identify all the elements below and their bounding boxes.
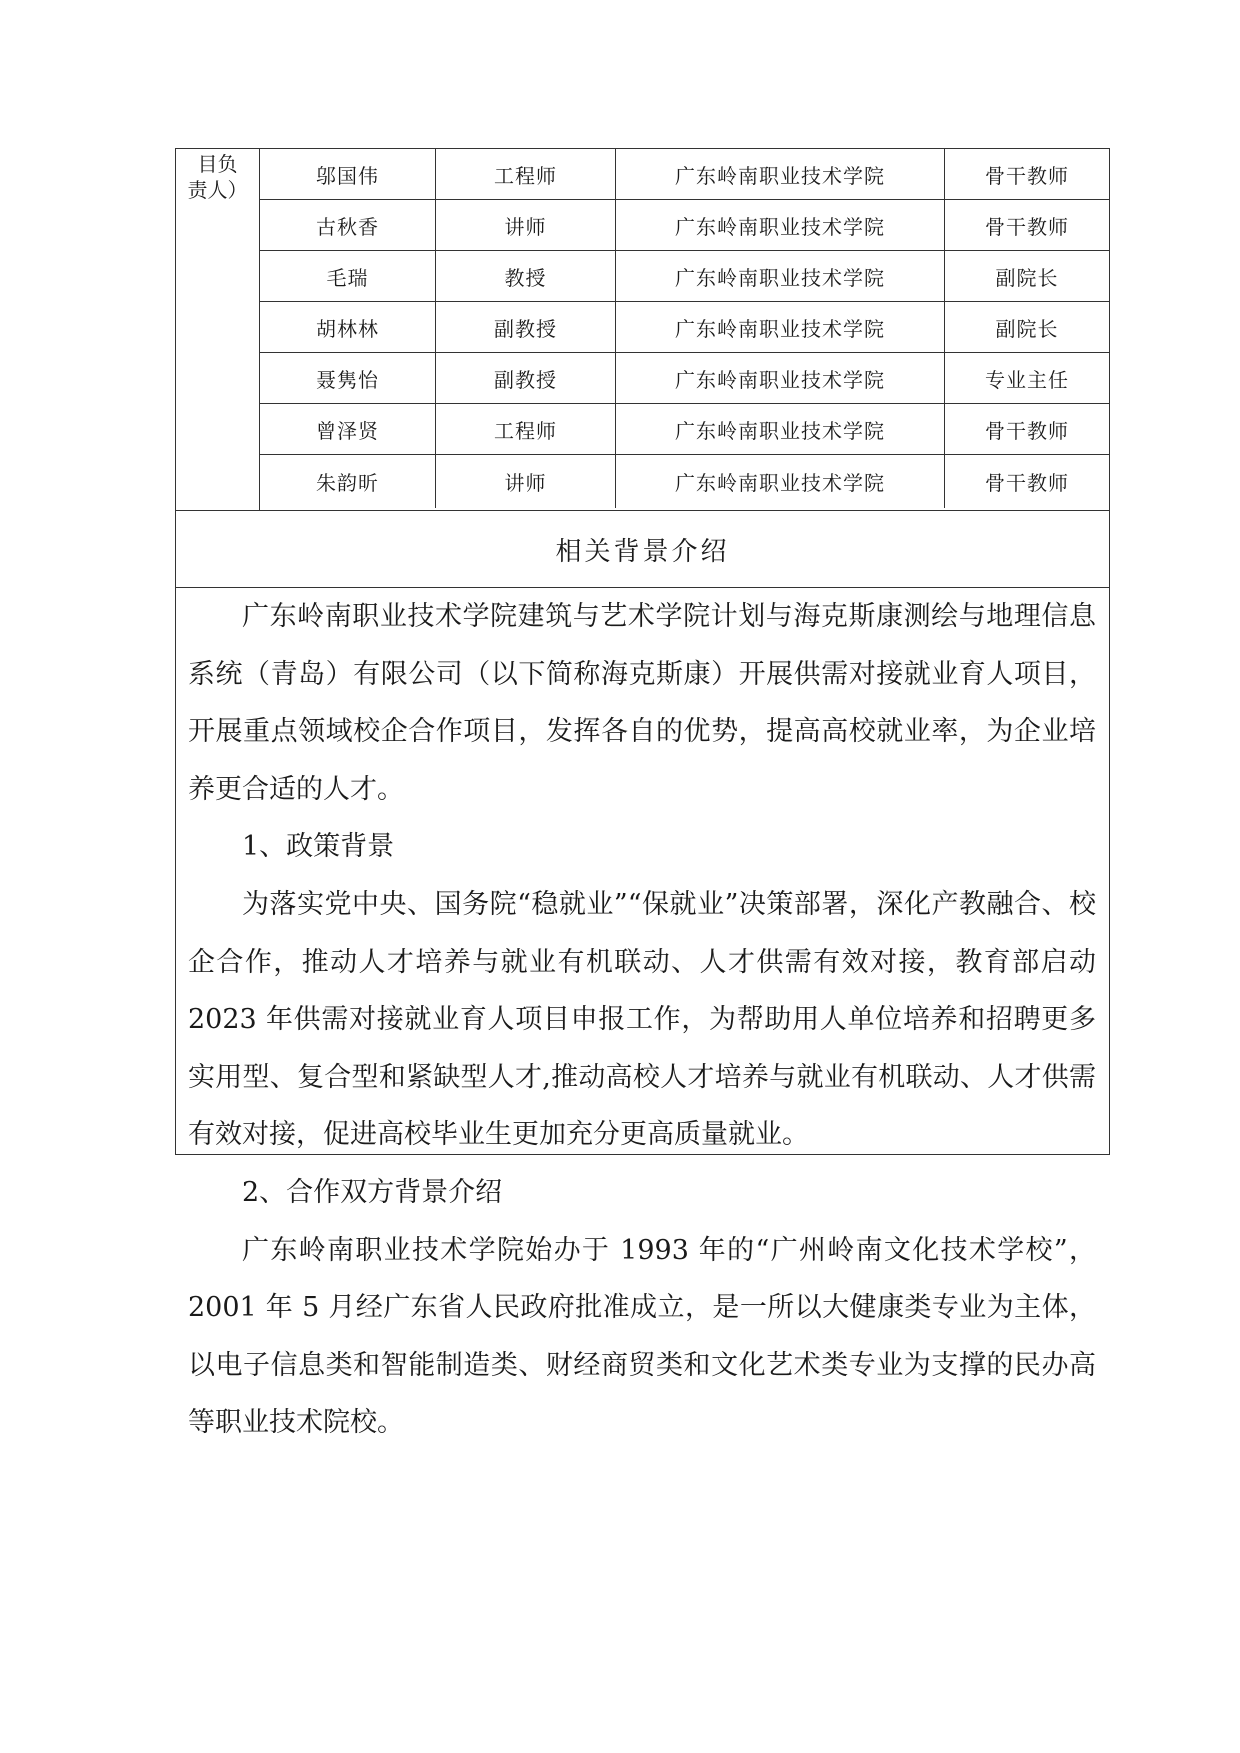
member-organization: 广东岭南职业技术学院 — [616, 455, 945, 508]
intro-paragraph: 广东岭南职业技术学院建筑与艺术学院计划与海克斯康测绘与地理信息系统（青岛）有限公司（以下简称海克斯康）开展供需对接就业育人项目，开展重点领域校企合作项目，发挥各自的优势，提高高校就业率，为企业培养更合适的人才。 — [188, 601, 1096, 805]
member-role: 副院长 — [995, 316, 1059, 341]
member-organization: 广东岭南职业技术学院 — [616, 353, 945, 403]
member-role: 骨干教师 — [985, 163, 1069, 188]
role-label-line: 目负 — [197, 152, 238, 176]
table-row — [260, 404, 1109, 455]
table-row — [260, 200, 1109, 251]
role-label-cell — [176, 149, 260, 510]
member-name: 聂隽怡 — [260, 353, 436, 403]
member-role: 骨干教师 — [985, 214, 1069, 239]
background-body — [176, 588, 1109, 1452]
member-organization: 广东岭南职业技术学院 — [616, 251, 945, 301]
member-organization: 广东岭南职业技术学院 — [616, 200, 945, 250]
member-table — [176, 149, 1109, 511]
table-row — [260, 353, 1109, 404]
member-organization: 广东岭南职业技术学院 — [616, 404, 945, 454]
role-label-line: 责人） — [187, 178, 248, 202]
member-title: 副教授 — [436, 353, 616, 403]
member-name: 曾泽贤 — [260, 404, 436, 454]
member-name: 邬国伟 — [260, 149, 436, 199]
section-heading: 相关背景介绍 — [176, 511, 1109, 588]
member-title: 副教授 — [436, 302, 616, 352]
member-rows — [260, 149, 1109, 510]
member-organization: 广东岭南职业技术学院 — [616, 149, 945, 199]
member-title: 讲师 — [436, 455, 616, 508]
member-title: 工程师 — [436, 149, 616, 199]
member-name: 毛瑞 — [260, 251, 436, 301]
subheading-policy: 1、政策背景 — [242, 831, 395, 863]
table-row — [260, 149, 1109, 200]
member-title: 教授 — [436, 251, 616, 301]
member-role: 骨干教师 — [985, 471, 1069, 495]
member-organization: 广东岭南职业技术学院 — [616, 302, 945, 352]
subheading-partners: 2、合作双方背景介绍 — [242, 1176, 503, 1208]
table-row — [260, 302, 1109, 353]
partners-paragraph: 广东岭南职业技术学院始办于 1993 年的“广州岭南文化技术学校”，2001 年 5 月经广东省人民政府批准成立，是一所以大健康类专业为主体，以电子信息类和智能制造类、财经商贸类和文化艺术类专业为支撑的民办高等职业技术院校。 — [188, 1234, 1096, 1439]
member-name: 朱韵昕 — [260, 455, 436, 508]
member-title: 工程师 — [436, 404, 616, 454]
table-row — [260, 251, 1109, 302]
document-frame — [175, 148, 1110, 1439]
member-role: 专业主任 — [985, 367, 1069, 392]
policy-paragraph: 为落实党中央、国务院“稳就业”“保就业”决策部署，深化产教融合、校企合作，推动人才培养与就业有机联动、人才供需有效对接，教育部启动 2023 年供需对接就业育人项目申报工作，为帮助用人单位培养和招聘更多实用型、复合型和紧缺型人才,推动高校人才培养与就业有机联动、人才供需有效对接，促进高校毕业生更加充分更高质量就业。 — [188, 888, 1096, 1151]
member-role: 副院长 — [995, 265, 1059, 290]
member-title: 讲师 — [436, 200, 616, 250]
member-role: 骨干教师 — [985, 418, 1069, 443]
table-row — [260, 455, 1109, 508]
member-name: 古秋香 — [260, 200, 436, 250]
member-name: 胡林林 — [260, 302, 436, 352]
